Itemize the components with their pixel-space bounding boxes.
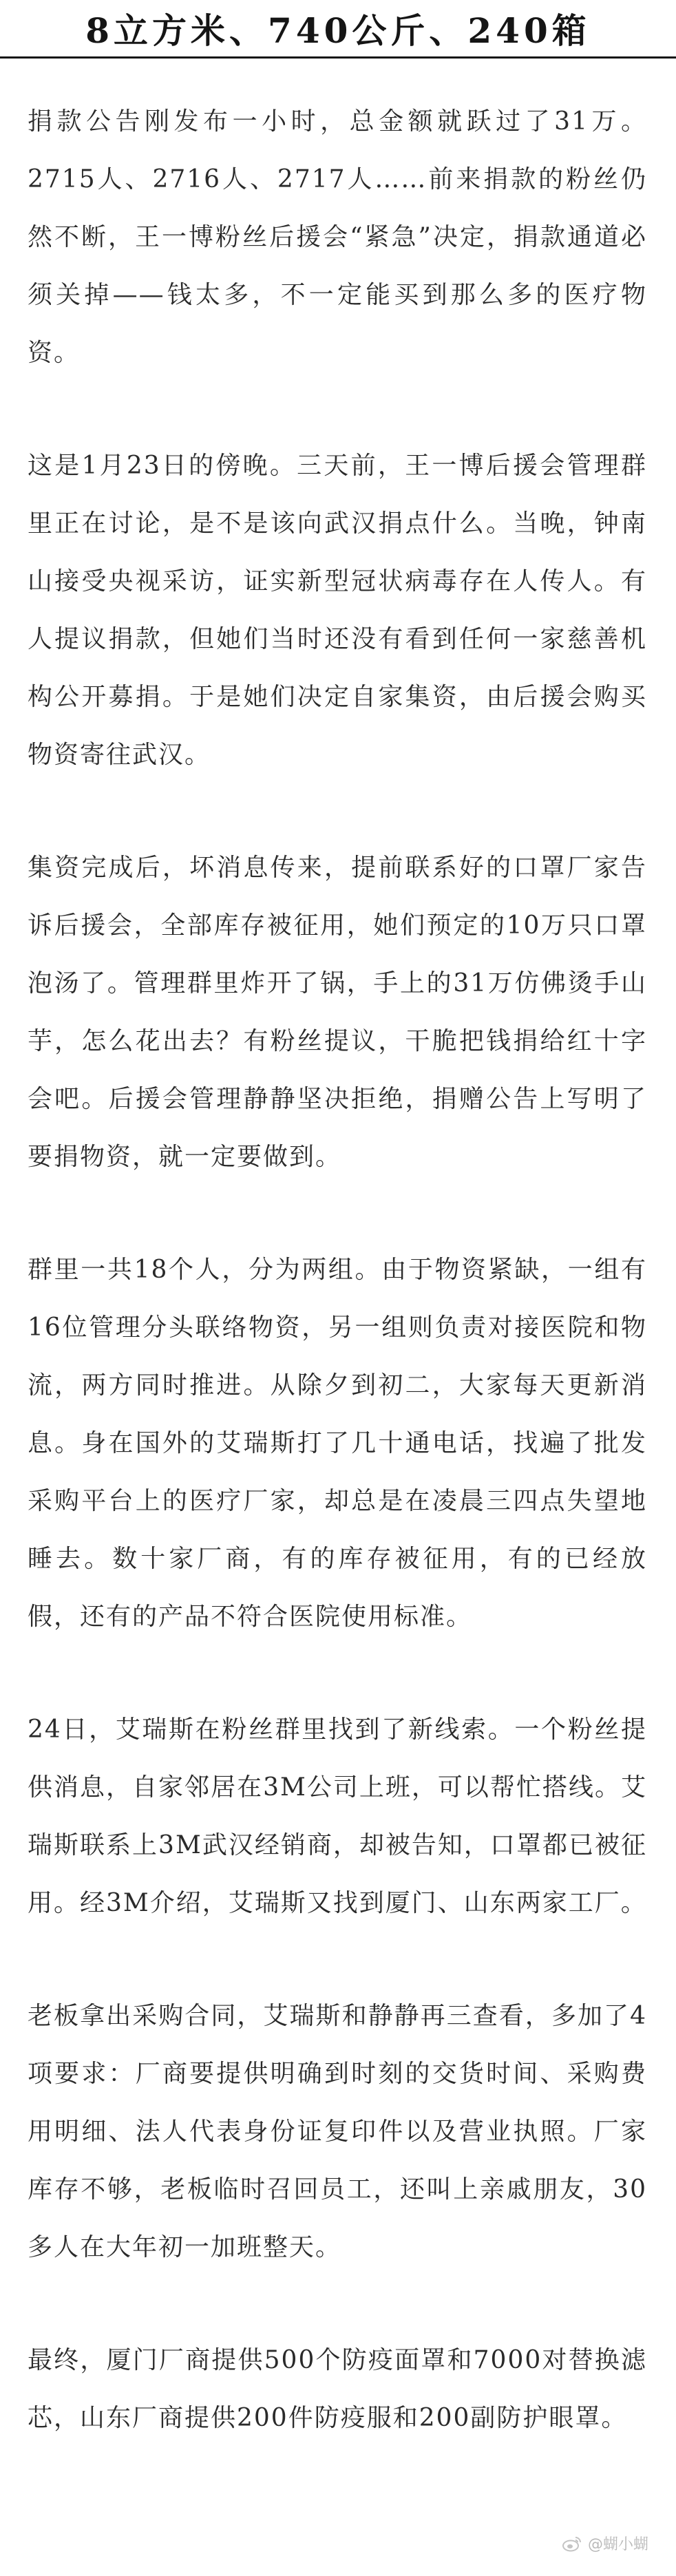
title-bar <box>0 0 676 59</box>
paragraph-7: 最终，厦门厂商提供500个防疫面罩和7000对替换滤芯，山东厂商提供200件防疫服和200副防护眼罩。 <box>28 2346 647 2432</box>
paragraph-2: 这是1月23日的傍晚。三天前，王一博后援会管理群里正在讨论，是不是该向武汉捐点什么。当晚，钟南山接受央视采访，证实新型冠状病毒存在人传人。有人提议捐款，但她们当时还没有看到任何一家慈善机构公开募捐。于是她们决定自家集资，由后援会购买物资寄往武汉。 <box>28 452 647 769</box>
paragraph-1: 捐款公告刚发布一小时，总金额就跃过了31万。2715人、2716人、2717人……前来捐款的粉丝仍然不断，王一博粉丝后援会“紧急”决定，捐款通道必须关掉——钱太多，不一定能买到那么多的医疗物资。 <box>28 107 647 367</box>
weibo-logo-icon <box>562 2535 582 2552</box>
page-title: 8立方米、740公斤、240箱 <box>85 10 591 51</box>
article-body <box>28 93 647 2502</box>
watermark <box>562 2533 648 2554</box>
paragraph-6: 老板拿出采购合同，艾瑞斯和静静再三查看，多加了4项要求：厂商要提供明确到时刻的交货时间、采购费用明细、法人代表身份证复印件以及营业执照。厂家库存不够，老板临时召回员工，还叫上亲戚朋友，30多人在大年初一加班整天。 <box>28 2002 647 2261</box>
watermark-text: @蝴小蝴 <box>587 2536 648 2553</box>
paragraph-3: 集资完成后，坏消息传来，提前联系好的口罩厂家告诉后援会，全部库存被征用，她们预定的10万只口罩泡汤了。管理群里炸开了锅，手上的31万仿佛烫手山芋，怎么花出去？有粉丝提议，干脆把钱捐给红十字会吧。后援会管理静静坚决拒绝，捐赠公告上写明了要捐物资，就一定要做到。 <box>28 854 647 1171</box>
paragraph-4: 群里一共18个人，分为两组。由于物资紧缺，一组有16位管理分头联络物资，另一组则负责对接医院和物流，两方同时推进。从除夕到初二，大家每天更新消息。身在国外的艾瑞斯打了几十通电话，找遍了批发采购平台上的医疗厂家，却总是在凌晨三四点失望地睡去。数十家厂商，有的库存被征用，有的已经放假，还有的产品不符合医院使用标准。 <box>28 1256 647 1631</box>
paragraph-5: 24日，艾瑞斯在粉丝群里找到了新线索。一个粉丝提供消息，自家邻居在3M公司上班，可以帮忙搭线。艾瑞斯联系上3M武汉经销商，却被告知，口罩都已被征用。经3M介绍，艾瑞斯又找到厦门、山东两家工厂。 <box>28 1715 647 1917</box>
